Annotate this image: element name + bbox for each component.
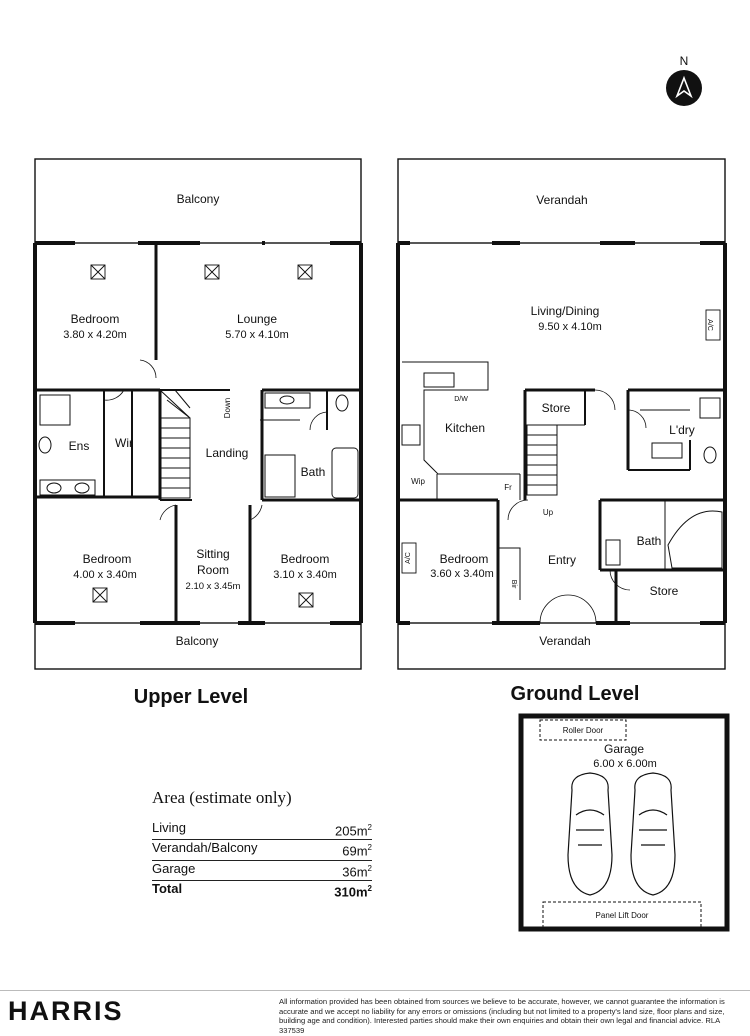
ground-ac-label-1: A/C — [706, 319, 713, 331]
upper-bedroom3-name: Bedroom — [280, 552, 330, 566]
footer-divider — [0, 990, 750, 991]
upper-bedroom3-size: 3.10 x 3.40m — [273, 569, 337, 581]
area-row-garage — [152, 861, 372, 881]
ground-store2-label: Store — [649, 584, 679, 598]
ground-dw-label: D/W — [454, 396, 468, 403]
ground-bir-label: Bir — [510, 579, 517, 589]
ground-verandah-top-label: Verandah — [536, 193, 588, 207]
ground-bedroom-name: Bedroom — [439, 552, 489, 566]
upper-level-title: Upper Level — [133, 686, 249, 708]
ground-wip-label: Wip — [411, 477, 425, 486]
upper-wir-label: Wir — [115, 436, 133, 450]
area-row-label: Living — [152, 820, 186, 835]
area-row-value: $205m^2$ — [335, 823, 372, 839]
ground-up-label: Up — [542, 508, 554, 517]
upper-balcony-top-label: Balcony — [176, 192, 220, 206]
upper-ens-label: Ens — [68, 439, 90, 453]
garage-panel-door-label: Panel Lift Door — [595, 911, 649, 920]
area-row-label: Garage — [152, 860, 196, 876]
north-label: N — [679, 54, 689, 68]
upper-bedroom2-size: 4.00 x 3.40m — [73, 569, 137, 581]
area-row-label: Verandah/Balcony — [152, 840, 258, 856]
ground-kitchen-label: Kitchen — [444, 421, 486, 435]
upper-sitting-name2: Room — [196, 563, 230, 577]
brand-logo: HARRIS — [8, 996, 124, 1026]
ground-ac-label-2: A/C — [405, 552, 412, 564]
upper-down-label: Down — [223, 397, 232, 419]
area-row-verandah — [152, 840, 372, 860]
ground-bath-label: Bath — [636, 534, 662, 548]
ground-bedroom-size: 3.60 x 3.40m — [430, 568, 494, 580]
area-table — [152, 788, 372, 900]
ground-living-name: Living/Dining — [530, 304, 600, 318]
garage-name: Garage — [603, 742, 645, 756]
upper-sitting-name1: Sitting — [196, 547, 230, 561]
area-row-total — [152, 881, 372, 900]
ground-living-size: 9.50 x 4.10m — [538, 321, 602, 333]
ground-ldry-label: L'dry — [669, 423, 695, 437]
garage-roller-door-label: Roller Door — [562, 726, 604, 735]
upper-bath-label: Bath — [300, 465, 326, 479]
ground-entry-label: Entry — [547, 553, 577, 567]
area-row-value: $36m^2$ — [342, 863, 372, 879]
upper-bedroom2-name: Bedroom — [82, 552, 132, 566]
area-row-label: Total — [152, 880, 183, 896]
upper-sitting-size: 2.10 x 3.45m — [185, 581, 241, 592]
area-row-value: $310m^2$ — [334, 883, 372, 900]
ground-level-title: Ground Level — [510, 683, 640, 705]
ground-verandah-bottom-label: Verandah — [539, 634, 591, 648]
area-row-living — [152, 820, 372, 840]
upper-landing-label: Landing — [205, 446, 249, 460]
ground-store1-label: Store — [541, 401, 571, 415]
upper-lounge-name: Lounge — [236, 312, 278, 326]
upper-lounge-size: 5.70 x 4.10m — [225, 329, 289, 341]
ground-fr-label: Fr — [504, 483, 512, 492]
upper-balcony-bottom-label: Balcony — [175, 634, 219, 648]
disclaimer-text: All information provided has been obtained from sources we believe to be accurate, however, we cannot guarantee the information is accurate and we accept no liability for any errors or omissions (including but not limited to a property's land size, floor plans and size, building age and condition). Interested parties should make their own enquiries and obtain their own legal and financial advice. RLA 337539 — [279, 997, 725, 1035]
garage-size: 6.00 x 6.00m — [593, 758, 657, 770]
area-row-value: $69m^2$ — [342, 843, 372, 859]
area-title: Area (estimate only) — [152, 788, 292, 807]
upper-bedroom1-size: 3.80 x 4.20m — [63, 329, 127, 341]
upper-bedroom1-name: Bedroom — [70, 312, 120, 326]
